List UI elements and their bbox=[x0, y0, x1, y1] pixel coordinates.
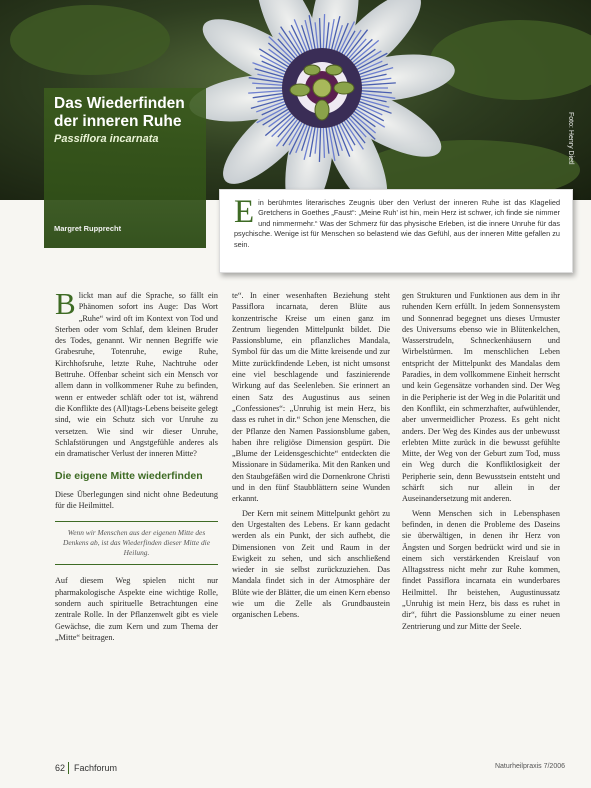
pull-quote: Wenn wir Menschen aus der eigenen Mitte des Denkens ab, ist das Wiederfinden dieser Mitte die Heilung. bbox=[55, 521, 218, 565]
col3-paragraph-2: Wenn Menschen sich in Lebensphasen befinden, in denen die Probleme des Daseins sie überwältigen, in denen ihr Herz von Ängsten und Sorgen bedrückt wird und sie in einem sich verstärkenden Kreislauf von Alltagsstress nicht mehr zur Ruhe kommen, findet Passiflora incarnata ein wunderbares Heilmittel. Ihr beistehen, Augustinussatz „Unruhig ist mein Herz, bis dass es ruhet in dir“, führt die Passionsblume zu einer neuen Zentrierung und zur Mitte der Seele. bbox=[402, 508, 560, 631]
page-number: 62 bbox=[55, 763, 66, 773]
footer-section: Fachforum bbox=[74, 763, 118, 773]
col2-paragraph-2: Der Kern mit seinem Mittelpunkt gehört zu den Urgestalten des Lebens. Er kann gedacht werden als ein Punkt, der sich aufhebt, die Dimensionen von Zeit und Raum in der Ewigkeit zu sehen, und sich anschließend wieder in sie selbst zurückzuziehen. Das Mandala findet sich in der Atmosphäre der Blüte wie der Blätter, die um einen Kern ebenso wie um die Zelle als Grundbaustein organischen Lebens. bbox=[232, 508, 390, 620]
pistil bbox=[313, 79, 331, 97]
column-1 bbox=[55, 290, 218, 750]
title-line-2: der inneren Ruhe bbox=[54, 113, 182, 130]
footer-separator bbox=[68, 762, 69, 774]
column-2 bbox=[232, 290, 390, 750]
intro-box bbox=[219, 189, 573, 273]
article-author: Margret Rupprecht bbox=[54, 224, 122, 233]
col1-dropcap: B bbox=[55, 290, 76, 321]
col1-p1-text: lickt man auf die Sprache, so fällt ein Phänomen sofort ins Auge: Das Wort „Ruhe“ wird oft im Kontext von Tod und Sterben oder vom Schlaf, dem kleinen Bruder des Todes, genannt. Wir nennen Begriffe wie Grabesruhe, Totenruhe, ewige Ruhe, Kirchhofsruhe, letzte Ruhe, Nachtruhe oder Bettruhe. Offenbar scheint sich ein Mensch vor allem dann in vollkommener Ruhe zu befinden, wenn er entweder schläft oder tot ist, während die Konflikte des (All)tags-Lebens beiseite gelegt sind, wie ein Schutz sich vor Unruhe zu versetzen. Wie sind wir dieser Unruhe, Schlafstörungen und Angstgefühle anderes als ein dramatischer Verlust der inneren Mitte? bbox=[55, 291, 218, 459]
intro-dropcap: E bbox=[234, 194, 255, 230]
title-line-1: Das Wiederfinden bbox=[54, 95, 185, 112]
col1-paragraph-3: Auf diesem Weg spielen nicht nur pharmakologische Aspekte eine wichtige Rolle, sondern auch spirituelle Betrachtungen eine zentrale Rolle. In der Pflanzenwelt gibt es viele Gewächse, die zum Kern und zum Thema der „Mitte“ beitragen. bbox=[55, 576, 218, 642]
col2-paragraph-1: te“. In einer wesenhaften Beziehung steht Passiflora incarnata, deren Blüte aus konzentrische Kreise um einen ganz im Zentrum liegenden Mittelpunkt bildet. Die Passionsblume, ein pflanzliches Mandala, Symbol für das um die Mitte kreisende und zur Mitte zurückfindende Leben, ist nicht umsonst eine viel beschlagende und faszinierende Wirkung auf das Seelenleben. Sie erinnert an einen Satz des Augustinus aus seinen „Confessiones“: „Unruhig ist mein Herz, bis dass es ruhet in dir.“ Schon jene Menschen, die der Pflanze den Namen Passionsblume gaben, haben ihre religiöse Dimension gespürt. Die „Blume der Leidensgeschichte“ entdeckten die Missionare in Südamerika. Mit den Ranken und den Staubgefäßen wird die Dornenkrone Christi und in den fünf Staubblättern seine Wunden erkannt. bbox=[232, 291, 390, 504]
col1-paragraph-1 bbox=[55, 290, 218, 459]
footer-magazine: Naturheilpraxis 7/2006 bbox=[494, 763, 565, 770]
title-block bbox=[44, 88, 206, 248]
page-footer bbox=[55, 763, 565, 779]
article-title bbox=[54, 95, 196, 131]
photo-credit: Foto: Henry Dietl bbox=[567, 112, 574, 165]
intro-text: in berühmtes literarisches Zeugnis über den Verlust der inneren Ruhe ist das Klagelied Gretchens in Goethes „Faust“: „Meine Ruh' ist hin, mein Herz ist schwer, ich finde sie nimmer und nimmermehr.“ Was der Schmerz für das physische Erleben, ist die innere Unruhe für das psychische. Wenige ist für Menschen so belastend wie das Gefühl, aus der inneren Mitte gefallen zu sein. bbox=[234, 198, 560, 249]
col1-paragraph-2: Diese Überlegungen sind nicht ohne Bedeutung für die Heilmittel. bbox=[55, 489, 218, 511]
section-heading: Die eigene Mitte wiederfinden bbox=[55, 470, 203, 483]
article-subtitle: Passiflora incarnata bbox=[54, 133, 159, 145]
column-3 bbox=[402, 290, 560, 750]
col3-paragraph-1: gen Strukturen und Funktionen aus dem in ihr ruhenden Kern erfüllt. In jedem Sonnensystem und Sonnenrad begegnet uns dieses Urmuster des Universums ebenso wie in Blütenkelchen, Wasserstrudeln, Schneckenhäusern und Wirbelstürmen. Im menschlichen Leben entspricht der Mittelpunkt des Mandalas dem Paradies, in dem vollkommene Einheit herrscht und kein Gegensätze vorhanden sind. Der Weg in die Peripherie ist der Weg in die Polarität und den Konflikt, ein schmerzhafter, aufwühlender, aber unvermeidlicher Prozess. Es geht nicht anders. Der Weg des Kindes aus der unbewusst erlebten Mitte zurück in die bewusst gefühlte Mitte, der Weg von der Geburt zum Tod, muss ein Weg durch die Konfliktlosigkeit der Peripherie sein, denn Bewusstsein entsteht und schärft sich nur allein in der Auseinandersetzung mit anderen. bbox=[402, 291, 560, 504]
